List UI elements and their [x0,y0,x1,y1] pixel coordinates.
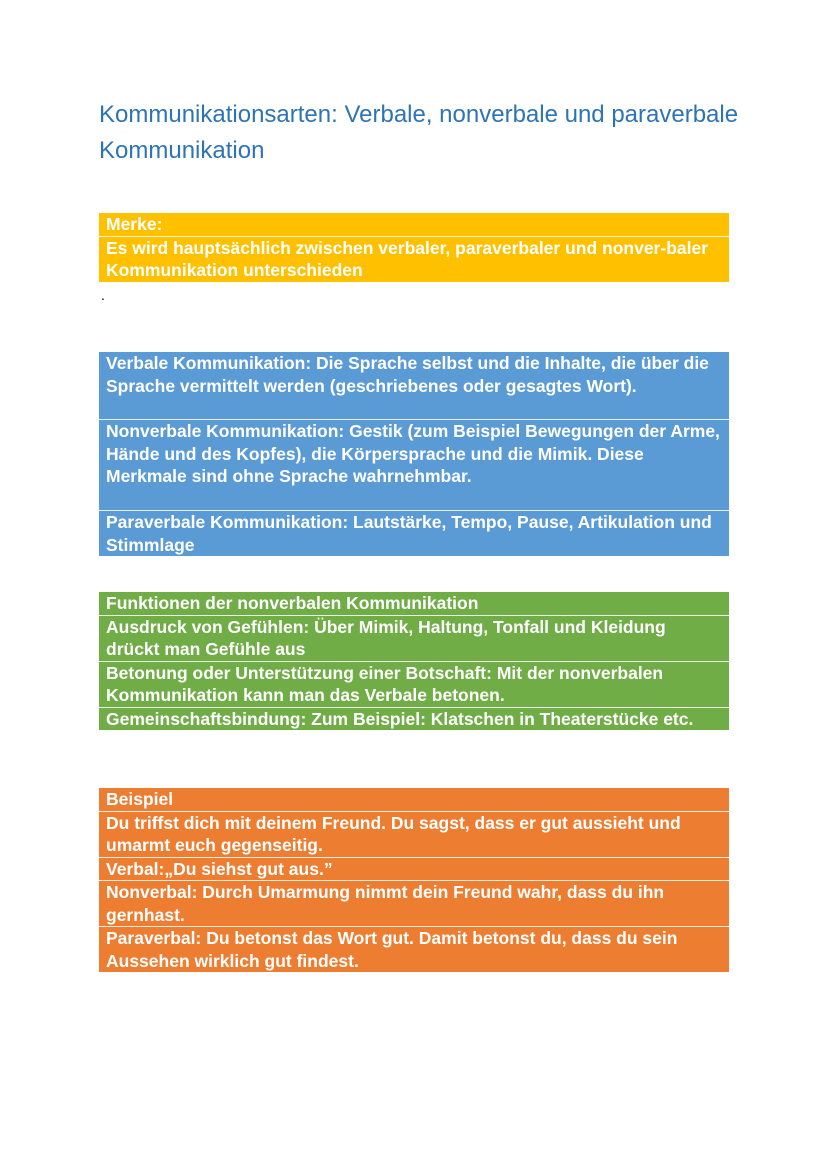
function-community: Gemeinschaftsbindung: Zum Beispiel: Klatschen in Theaterstücke etc. [106,708,694,729]
example-paraverbal: Paraverbal: Du betonst das Wort gut. Damit betonst du, dass du sein Aussehen wirklich gut findest. [106,928,678,971]
separator-dot: . [101,287,105,303]
example-scenario: Du triffst dich mit deinem Freund. Du sagst, dass er gut aussieht und umarmt euch gegenseitig. [99,812,729,858]
functions-box [99,592,729,730]
merke-box [99,213,729,282]
page-title: Kommunikationsarten: Verbale, nonverbale und paraverbale Kommunikation [99,101,739,164]
type-nonverbal: Nonverbale Kommunikation: Gestik (zum Beispiel Bewegungen der Arme, Hände und des Kopfes), die Körpersprache und die Mimik. Diese Merkmale sind ohne Sprache wahrnehmbar. [99,420,729,511]
communication-types-box [99,352,729,556]
example-box [99,788,729,972]
function-emphasis: Betonung oder Unterstützung einer Botschaft: Mit der nonverbalen Kommunikation kann man das Verbale betonen. [99,662,729,708]
merke-text: Es wird hauptsächlich zwischen verbaler, paraverbaler und nonver-baler Kommunikation unterschieden [106,237,709,280]
example-verbal: Verbal:„Du siehst gut aus.” [99,858,729,882]
type-verbal: Verbale Kommunikation: Die Sprache selbst und die Inhalte, die über die Sprache vermittelt werden (geschriebenes oder gesagtes Wort). [99,352,729,420]
type-paraverbal: Paraverbale Kommunikation: Lautstärke, Tempo, Pause, Artikulation und Stimmlage [106,512,712,555]
function-feelings: Ausdruck von Gefühlen: Über Mimik, Haltung, Tonfall und Kleidung drückt man Gefühle aus [99,616,729,662]
functions-heading: Funktionen der nonverbalen Kommunikation [99,592,729,616]
merke-heading: Merke: [99,213,729,237]
example-heading: Beispiel [99,788,729,812]
example-nonverbal: Nonverbal: Durch Umarmung nimmt dein Freund wahr, dass du ihn gernhast. [99,881,729,927]
